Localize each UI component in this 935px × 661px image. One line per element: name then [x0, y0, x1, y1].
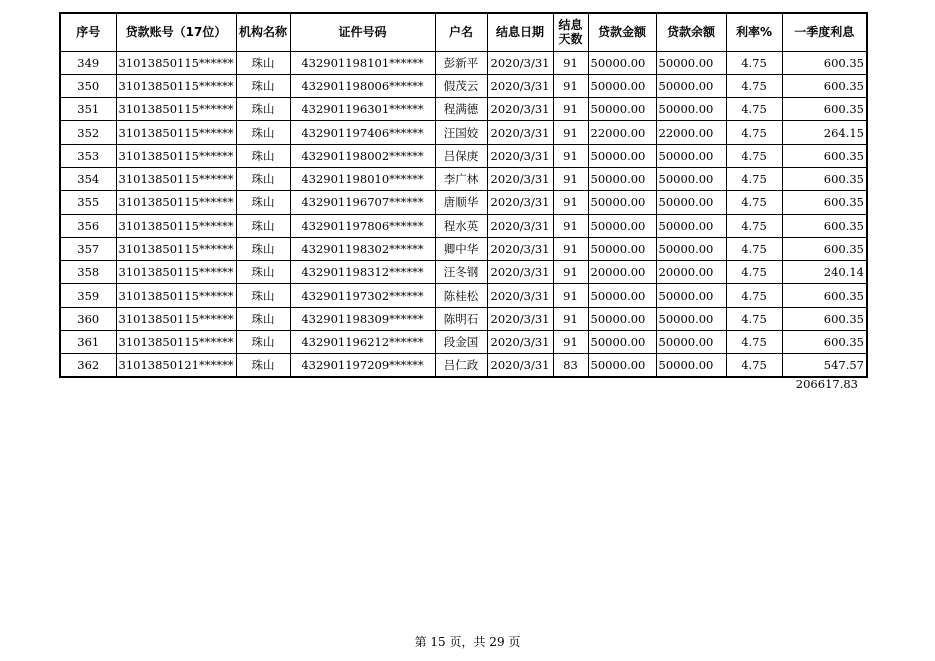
header-loan-balance: 贷款余额	[656, 13, 726, 51]
cell-loan-balance: 50000.00	[656, 307, 726, 330]
cell-account-number: 31013850115******	[116, 74, 236, 97]
cell-index: 352	[60, 121, 116, 144]
cell-loan-amount: 50000.00	[588, 237, 656, 260]
cell-index: 357	[60, 237, 116, 260]
table-row	[60, 144, 867, 167]
cell-loan-balance: 50000.00	[656, 284, 726, 307]
cell-interest-rate: 4.75	[726, 191, 782, 214]
cell-q1-interest: 547.57	[782, 354, 867, 377]
cell-account-holder: 吕仁政	[435, 354, 487, 377]
cell-branch-name: 珠山	[236, 284, 290, 307]
cell-loan-amount: 50000.00	[588, 144, 656, 167]
cell-settlement-date: 2020/3/31	[487, 51, 553, 74]
cell-interest-rate: 4.75	[726, 214, 782, 237]
cell-id-number: 432901198312******	[290, 261, 435, 284]
cell-account-holder: 程水英	[435, 214, 487, 237]
cell-index: 356	[60, 214, 116, 237]
cell-account-holder: 假茂云	[435, 74, 487, 97]
cell-interest-days: 91	[553, 284, 588, 307]
header-index: 序号	[60, 13, 116, 51]
cell-settlement-date: 2020/3/31	[487, 144, 553, 167]
cell-interest-rate: 4.75	[726, 144, 782, 167]
cell-id-number: 432901197209******	[290, 354, 435, 377]
cell-q1-interest: 600.35	[782, 74, 867, 97]
cell-loan-amount: 50000.00	[588, 191, 656, 214]
table-row	[60, 307, 867, 330]
cell-loan-balance: 50000.00	[656, 51, 726, 74]
cell-branch-name: 珠山	[236, 261, 290, 284]
cell-branch-name: 珠山	[236, 307, 290, 330]
cell-account-holder: 段金国	[435, 331, 487, 354]
cell-account-holder: 彭新平	[435, 51, 487, 74]
cell-id-number: 432901198309******	[290, 307, 435, 330]
cell-account-number: 31013850115******	[116, 284, 236, 307]
cell-account-number: 31013850115******	[116, 261, 236, 284]
cell-account-number: 31013850115******	[116, 214, 236, 237]
cell-settlement-date: 2020/3/31	[487, 74, 553, 97]
cell-account-number: 31013850121******	[116, 354, 236, 377]
cell-account-holder: 吕保庚	[435, 144, 487, 167]
cell-loan-amount: 50000.00	[588, 331, 656, 354]
header-interest-rate: 利率%	[726, 13, 782, 51]
cell-id-number: 432901197302******	[290, 284, 435, 307]
cell-index: 350	[60, 74, 116, 97]
cell-interest-days: 91	[553, 237, 588, 260]
cell-q1-interest: 600.35	[782, 191, 867, 214]
cell-account-number: 31013850115******	[116, 167, 236, 190]
cell-account-holder: 陈桂松	[435, 284, 487, 307]
cell-loan-balance: 50000.00	[656, 237, 726, 260]
cell-index: 358	[60, 261, 116, 284]
table-row	[60, 74, 867, 97]
cell-settlement-date: 2020/3/31	[487, 307, 553, 330]
cell-interest-rate: 4.75	[726, 167, 782, 190]
loan-interest-table	[59, 12, 868, 378]
cell-branch-name: 珠山	[236, 167, 290, 190]
cell-interest-days: 83	[553, 354, 588, 377]
table-row	[60, 261, 867, 284]
cell-interest-rate: 4.75	[726, 354, 782, 377]
cell-index: 349	[60, 51, 116, 74]
cell-id-number: 432901197406******	[290, 121, 435, 144]
cell-loan-amount: 50000.00	[588, 51, 656, 74]
cell-loan-balance: 50000.00	[656, 144, 726, 167]
cell-q1-interest: 264.15	[782, 121, 867, 144]
loan-interest-sheet	[59, 12, 868, 378]
cell-q1-interest: 600.35	[782, 307, 867, 330]
cell-interest-days: 91	[553, 121, 588, 144]
cell-account-number: 31013850115******	[116, 307, 236, 330]
header-settlement-date: 结息日期	[487, 13, 553, 51]
page-footer: 第 15 页，共 29 页	[414, 635, 521, 649]
cell-account-number: 31013850115******	[116, 51, 236, 74]
table-row	[60, 284, 867, 307]
table-row	[60, 167, 867, 190]
cell-q1-interest: 600.35	[782, 331, 867, 354]
cell-interest-rate: 4.75	[726, 74, 782, 97]
cell-index: 359	[60, 284, 116, 307]
table-body	[60, 51, 867, 377]
cell-loan-balance: 20000.00	[656, 261, 726, 284]
cell-interest-rate: 4.75	[726, 307, 782, 330]
table-row	[60, 237, 867, 260]
cell-q1-interest: 600.35	[782, 144, 867, 167]
cell-loan-balance: 50000.00	[656, 331, 726, 354]
cell-id-number: 432901196707******	[290, 191, 435, 214]
cell-branch-name: 珠山	[236, 331, 290, 354]
cell-branch-name: 珠山	[236, 98, 290, 121]
header-interest-days	[553, 13, 588, 51]
cell-interest-days: 91	[553, 307, 588, 330]
table-row	[60, 354, 867, 377]
cell-interest-days: 91	[553, 214, 588, 237]
cell-settlement-date: 2020/3/31	[487, 121, 553, 144]
cell-index: 361	[60, 331, 116, 354]
cell-q1-interest: 600.35	[782, 51, 867, 74]
cell-account-holder: 汪冬钢	[435, 261, 487, 284]
cell-q1-interest: 600.35	[782, 98, 867, 121]
cell-id-number: 432901198101******	[290, 51, 435, 74]
cell-interest-days: 91	[553, 331, 588, 354]
cell-branch-name: 珠山	[236, 144, 290, 167]
cell-account-holder: 李广林	[435, 167, 487, 190]
cell-settlement-date: 2020/3/31	[487, 354, 553, 377]
cell-account-holder: 程满德	[435, 98, 487, 121]
cell-interest-days: 91	[553, 261, 588, 284]
table-row	[60, 121, 867, 144]
cell-branch-name: 珠山	[236, 214, 290, 237]
cell-loan-amount: 50000.00	[588, 214, 656, 237]
header-loan-amount: 贷款金额	[588, 13, 656, 51]
cell-loan-balance: 22000.00	[656, 121, 726, 144]
cell-q1-interest: 240.14	[782, 261, 867, 284]
cell-branch-name: 珠山	[236, 191, 290, 214]
cell-index: 360	[60, 307, 116, 330]
cell-interest-rate: 4.75	[726, 98, 782, 121]
header-account-number: 贷款账号（17位）	[116, 13, 236, 51]
cell-settlement-date: 2020/3/31	[487, 214, 553, 237]
table-row	[60, 191, 867, 214]
cell-interest-rate: 4.75	[726, 121, 782, 144]
cell-loan-balance: 50000.00	[656, 354, 726, 377]
cell-account-number: 31013850115******	[116, 191, 236, 214]
header-id-number: 证件号码	[290, 13, 435, 51]
cell-account-number: 31013850115******	[116, 237, 236, 260]
table-header	[60, 13, 867, 51]
interest-total: 206617.83	[795, 377, 858, 391]
cell-interest-rate: 4.75	[726, 331, 782, 354]
cell-loan-amount: 20000.00	[588, 261, 656, 284]
cell-interest-days: 91	[553, 191, 588, 214]
cell-id-number: 432901198002******	[290, 144, 435, 167]
header-interest-days-label: 结息 天数	[558, 18, 583, 47]
cell-account-number: 31013850115******	[116, 121, 236, 144]
cell-interest-days: 91	[553, 167, 588, 190]
cell-loan-amount: 50000.00	[588, 307, 656, 330]
cell-settlement-date: 2020/3/31	[487, 167, 553, 190]
header-account-holder: 户名	[435, 13, 487, 51]
cell-q1-interest: 600.35	[782, 237, 867, 260]
cell-account-holder: 唐顺华	[435, 191, 487, 214]
cell-settlement-date: 2020/3/31	[487, 191, 553, 214]
cell-loan-amount: 50000.00	[588, 167, 656, 190]
cell-q1-interest: 600.35	[782, 214, 867, 237]
cell-settlement-date: 2020/3/31	[487, 237, 553, 260]
cell-interest-days: 91	[553, 144, 588, 167]
cell-loan-amount: 50000.00	[588, 74, 656, 97]
cell-account-number: 31013850115******	[116, 98, 236, 121]
cell-account-holder: 卿中华	[435, 237, 487, 260]
cell-loan-amount: 50000.00	[588, 354, 656, 377]
cell-branch-name: 珠山	[236, 237, 290, 260]
cell-loan-amount: 50000.00	[588, 98, 656, 121]
header-branch-name: 机构名称	[236, 13, 290, 51]
cell-loan-balance: 50000.00	[656, 191, 726, 214]
cell-loan-balance: 50000.00	[656, 214, 726, 237]
cell-index: 362	[60, 354, 116, 377]
cell-interest-rate: 4.75	[726, 51, 782, 74]
cell-interest-rate: 4.75	[726, 261, 782, 284]
cell-id-number: 432901198010******	[290, 167, 435, 190]
cell-id-number: 432901196212******	[290, 331, 435, 354]
cell-branch-name: 珠山	[236, 121, 290, 144]
cell-branch-name: 珠山	[236, 354, 290, 377]
cell-loan-amount: 50000.00	[588, 284, 656, 307]
cell-settlement-date: 2020/3/31	[487, 98, 553, 121]
table-header-row	[60, 13, 867, 51]
cell-branch-name: 珠山	[236, 74, 290, 97]
cell-settlement-date: 2020/3/31	[487, 284, 553, 307]
cell-interest-rate: 4.75	[726, 237, 782, 260]
cell-interest-days: 91	[553, 51, 588, 74]
cell-account-holder: 汪国姣	[435, 121, 487, 144]
header-q1-interest: 一季度利息	[782, 13, 867, 51]
cell-index: 351	[60, 98, 116, 121]
cell-settlement-date: 2020/3/31	[487, 261, 553, 284]
cell-loan-balance: 50000.00	[656, 74, 726, 97]
cell-id-number: 432901198006******	[290, 74, 435, 97]
table-row	[60, 331, 867, 354]
cell-account-holder: 陈明石	[435, 307, 487, 330]
cell-loan-balance: 50000.00	[656, 167, 726, 190]
cell-index: 354	[60, 167, 116, 190]
table-row	[60, 214, 867, 237]
cell-loan-balance: 50000.00	[656, 98, 726, 121]
cell-q1-interest: 600.35	[782, 284, 867, 307]
cell-id-number: 432901198302******	[290, 237, 435, 260]
table-row	[60, 51, 867, 74]
cell-interest-days: 91	[553, 98, 588, 121]
cell-q1-interest: 600.35	[782, 167, 867, 190]
cell-index: 355	[60, 191, 116, 214]
table-row	[60, 98, 867, 121]
cell-loan-amount: 22000.00	[588, 121, 656, 144]
cell-index: 353	[60, 144, 116, 167]
cell-account-number: 31013850115******	[116, 144, 236, 167]
cell-interest-days: 91	[553, 74, 588, 97]
cell-branch-name: 珠山	[236, 51, 290, 74]
cell-interest-rate: 4.75	[726, 284, 782, 307]
cell-id-number: 432901197806******	[290, 214, 435, 237]
cell-account-number: 31013850115******	[116, 331, 236, 354]
cell-id-number: 432901196301******	[290, 98, 435, 121]
cell-settlement-date: 2020/3/31	[487, 331, 553, 354]
